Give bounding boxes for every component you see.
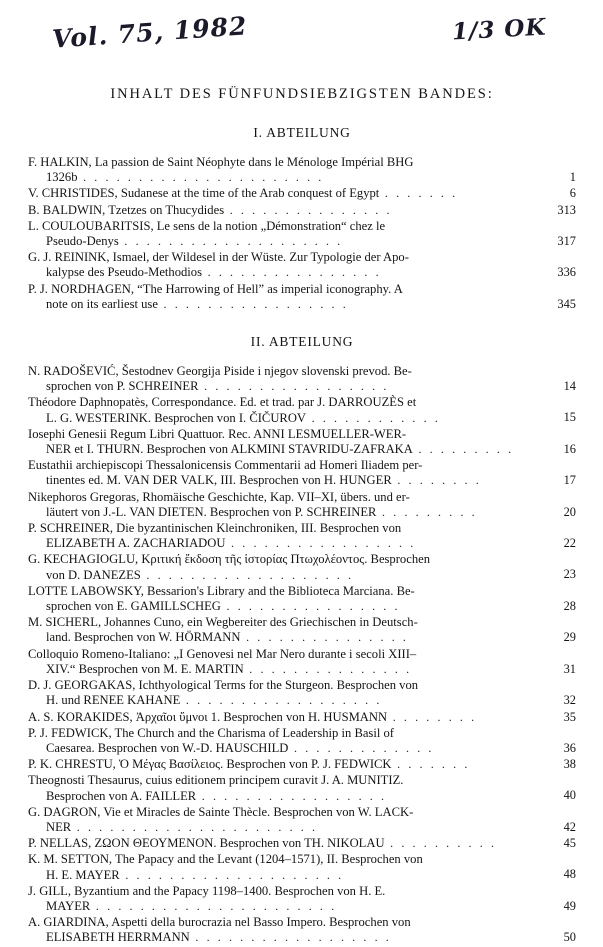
- dot-leader: . . . . . . . .: [387, 709, 477, 724]
- toc-page-number: 15: [563, 410, 576, 425]
- toc-entry-line: F. HALKIN, La passion de Saint Néophyte dans le Ménologe Impérial BHG: [28, 155, 414, 169]
- section-heading: II. ABTEILUNG: [250, 334, 354, 350]
- dot-leader: . . . . . . .: [379, 186, 458, 201]
- dot-leader: . . . . . . . . . . . . . . . . . . . .: [119, 867, 344, 882]
- toc-entry-line: G. KECHAGIOGLU, Κριτική ἔκδοση τῆς ἱστορίας Πτωχολέοντος. Besprochen: [28, 552, 430, 567]
- dot-leader: . . . . . . . . .: [412, 442, 514, 457]
- toc-page-number: 35: [563, 709, 576, 724]
- toc-page-number: 50: [563, 930, 576, 945]
- toc-entry-text: [28, 884, 530, 914]
- dot-leader: . . . . . . . . . . . . . . . . . . . .: [118, 234, 343, 249]
- toc-page-number: 336: [557, 265, 576, 280]
- toc-entry-line: B. BALDWIN, Tzetzes on Thucydides . . . . . . . . . . . . . . .: [28, 202, 393, 217]
- dot-leader: . . . . . . . .: [391, 473, 482, 488]
- toc-entry-text: [28, 186, 530, 201]
- toc-entry-line: 1326b . . . . . . . . . . . . . . . . . . . . . .: [46, 170, 324, 185]
- toc-entry-text: [28, 757, 530, 772]
- toc-entry-line: A. GIARDINA, Aspetti della burocrazia nel Basso Impero. Besprochen von: [28, 915, 411, 930]
- toc-entry-line: LOTTE LABOWSKY, Bessarion's Library and the Biblioteca Marciana. Be-: [28, 583, 415, 598]
- dot-leader: . . . . . . . . . . . . . . .: [240, 630, 409, 645]
- section-heading: I. ABTEILUNG: [253, 125, 351, 140]
- toc-entry-line: V. CHRISTIDES, Sudanese at the time of the Arab conquest of Egypt . . . . . . .: [28, 186, 458, 201]
- toc-page-number: 42: [563, 819, 576, 834]
- toc-entry-line: P. J. FEDWICK, The Church and the Charisma of Leadership in Basil of: [28, 725, 394, 740]
- toc-entry-line: note on its earliest use . . . . . . . . . . . . . . . . .: [46, 296, 349, 311]
- toc-entry-line: Théodore Daphnopatès, Correspondance. Ed. et trad. par J. DARROUZÈS et: [28, 395, 417, 410]
- toc-entry[interactable]: [28, 395, 576, 425]
- toc-page-number: 29: [563, 630, 576, 645]
- toc-entry-line: MAYER . . . . . . . . . . . . . . . . . . . . . .: [46, 898, 337, 913]
- toc-page-number: 48: [563, 867, 576, 882]
- toc-entry[interactable]: [28, 186, 576, 201]
- dot-leader: . . . . . . . . . . . . . . .: [224, 202, 393, 217]
- toc-entry[interactable]: [28, 552, 576, 582]
- toc-entry[interactable]: [28, 250, 576, 280]
- toc-entry-text: [28, 219, 530, 249]
- toc-entry-line: NER et I. THURN. Besprochen von ALKMINI STAVRIDU-ZAFRAKA . . . . . . . . .: [46, 442, 514, 457]
- toc-entry-text: [28, 521, 530, 551]
- toc-entry-text: [28, 203, 530, 218]
- toc-entry[interactable]: [28, 836, 576, 851]
- dot-leader: . . . . . . . . . . . . . . . .: [220, 599, 401, 614]
- dot-leader: . . . . . . . . . . . . . . . . .: [225, 536, 416, 551]
- toc-entry[interactable]: [28, 490, 576, 520]
- dot-leader: . . . . . . . . . . . . . . . .: [202, 265, 382, 280]
- toc-entry[interactable]: [28, 427, 576, 457]
- toc-entry-line: Eustathii archiepiscopi Thessalonicensis Commentarii ad Homeri Iliadem per-: [28, 458, 423, 473]
- toc-entry-line: Theognosti Thesaurus, cuius editionem principem curavit J. A. MUNITIZ.: [28, 773, 404, 788]
- toc-page-number: 345: [557, 296, 576, 311]
- toc-entry[interactable]: [28, 203, 576, 218]
- toc-page-number: 14: [563, 379, 576, 394]
- toc-page-number: 23: [563, 567, 576, 582]
- dot-leader: . . . . . . . . . . . . . . . . . . . . . .: [77, 170, 324, 185]
- dot-leader: . . . . . . . . . . . . . . . . . . . . . .: [90, 898, 337, 913]
- toc-entry[interactable]: [28, 647, 576, 677]
- toc-entry-line: A. S. KORAKIDES, Ἀρχαῖοι ὕμνοι 1. Besprochen von H. HUSMANN . . . . . . . .: [28, 709, 477, 724]
- toc-entry[interactable]: [28, 364, 576, 394]
- toc-page-number: 22: [563, 536, 576, 551]
- toc-entry[interactable]: [28, 584, 576, 614]
- toc-entry-text: [28, 710, 530, 725]
- toc-entry-text: [28, 805, 530, 835]
- toc-entry-line: K. M. SETTON, The Papacy and the Levant (1204–1571), II. Besprochen von: [28, 852, 423, 867]
- toc-entry-line: kalypse des Pseudo-Methodios . . . . . . . . . . . . . . . .: [46, 265, 382, 280]
- toc-page-number: 17: [563, 473, 576, 488]
- toc-entry-line: Iosephi Genesii Regum Libri Quattuor. Rec. ANNI LESMUELLER-WER-: [28, 426, 407, 441]
- toc-entry-text: [28, 282, 530, 312]
- toc-entry-line: ELIZABETH A. ZACHARIADOU . . . . . . . . . . . . . . . . .: [46, 536, 416, 551]
- toc-entry[interactable]: [28, 615, 576, 645]
- toc-entry-line: läutert von J.-L. VAN DIETEN. Besprochen von P. SCHREINER . . . . . . . . .: [46, 504, 478, 519]
- toc-entry[interactable]: [28, 521, 576, 551]
- dot-leader: . . . . . . . . . . . . . . . . . .: [189, 930, 392, 945]
- dot-leader: . . . . . . . . . . . . . . . . . . .: [140, 567, 354, 582]
- toc-entry-text: [28, 915, 530, 945]
- toc-entry-text: [28, 584, 530, 614]
- toc-entry-line: sprochen von P. SCHREINER . . . . . . . . . . . . . . . . .: [46, 379, 389, 394]
- toc-entry-line: M. SICHERL, Johannes Cuno, ein Wegbereiter des Griechischen in Deutsch-: [28, 615, 418, 630]
- toc-entry-line: XIV.“ Besprochen von M. E. MARTIN . . . . . . . . . . . . . . .: [46, 661, 412, 676]
- toc-entry[interactable]: [28, 710, 576, 725]
- sections-container: [28, 125, 576, 946]
- toc-entry[interactable]: [28, 773, 576, 803]
- toc-entry-line: J. GILL, Byzantium and the Papacy 1198–1400. Besprochen von H. E.: [28, 883, 386, 898]
- toc-entry-text: [28, 647, 530, 677]
- dot-leader: . . . . . . . . . . . . .: [288, 740, 434, 755]
- toc-page-number: 31: [563, 661, 576, 676]
- toc-page-number: 49: [563, 898, 576, 913]
- toc-entry-line: P. K. CHRESTU, Ὁ Μέγας Βασίλειος. Besprochen von P. J. FEDWICK . . . . . . .: [28, 757, 470, 772]
- toc-entry-text: [28, 490, 530, 520]
- toc-entry-line: Nikephoros Gregoras, Rhomäische Geschichte, Kap. VII–XI, übers. und er-: [28, 489, 410, 504]
- toc-entry[interactable]: [28, 726, 576, 756]
- dot-leader: . . . . . . . . . . . .: [306, 410, 441, 425]
- toc-entry-text: [28, 458, 530, 488]
- toc-entry[interactable]: [28, 915, 576, 945]
- toc-entry-line: H. E. MAYER . . . . . . . . . . . . . . . . . . . .: [46, 867, 344, 882]
- dot-leader: . . . . . . . . .: [376, 504, 478, 519]
- toc-entry-text: [28, 678, 530, 708]
- toc-entry[interactable]: [28, 219, 576, 249]
- dot-leader: . . . . . . . . . . . . . . . . . . . . . .: [71, 819, 318, 834]
- toc-entry[interactable]: [28, 757, 576, 772]
- toc-entry-text: [28, 552, 530, 582]
- toc-entry-line: G. J. REININK, Ismael, der Wildesel in der Wüste. Zur Typologie der Apo-: [28, 250, 409, 265]
- toc-entry-text: [28, 836, 530, 851]
- toc-entry-line: L. G. WESTERINK. Besprochen von I. ČIČUROV . . . . . . . . . . . .: [46, 410, 441, 425]
- toc-entry-line: P. NELLAS, ZΩΟΝ ΘΕΟΥΜΕΝΟΝ. Besprochen von TH. NIKOLAU . . . . . . . . . .: [28, 836, 497, 851]
- toc-entry-line: sprochen von E. GAMILLSCHEG . . . . . . . . . . . . . . . .: [46, 599, 401, 614]
- toc-entry-text: [28, 773, 530, 803]
- toc-entry-line: Pseudo-Denys . . . . . . . . . . . . . . . . . . . .: [46, 234, 343, 249]
- toc-entry-line: land. Besprochen von W. HÖRMANN . . . . . . . . . . . . . . .: [46, 630, 409, 645]
- toc-page-number: 40: [563, 788, 576, 803]
- toc-entry[interactable]: [28, 282, 576, 312]
- entry-list: [28, 364, 576, 946]
- toc-page-number: 16: [563, 441, 576, 456]
- dot-leader: . . . . . . . . . . . . . . . . . .: [180, 693, 382, 708]
- dot-leader: . . . . . . . . . . . . . . . . .: [196, 788, 387, 803]
- toc-page-number: 1: [569, 170, 576, 184]
- toc-entry-line: P. SCHREINER, Die byzantinischen Kleinchroniken, III. Besprochen von: [28, 521, 402, 536]
- toc-entry-line: N. RADOŠEVIĆ, Šestodnev Georgija Piside i njegov slovenski prevod. Be-: [28, 364, 412, 379]
- table-of-contents: [28, 78, 576, 947]
- toc-entry-line: ELISABETH HERRMANN . . . . . . . . . . . . . . . . . .: [46, 930, 392, 945]
- dot-leader: . . . . . . . . . . . . . . . . .: [157, 296, 349, 311]
- toc-entry-line: Caesarea. Besprochen von W.-D. HAUSCHILD . . . . . . . . . . . . .: [46, 740, 434, 755]
- handwritten-approval-note: 1/3 OK: [451, 13, 548, 46]
- entry-list: [28, 155, 576, 312]
- toc-entry[interactable]: [28, 884, 576, 914]
- toc-entry-line: H. und RENEE KAHANE . . . . . . . . . . . . . . . . . .: [46, 693, 382, 708]
- toc-entry-text: [28, 852, 530, 882]
- toc-entry-line: Colloquio Romeno-Italiano: „I Genovesi nel Mar Nero durante i secoli XIII–: [28, 646, 417, 661]
- toc-page-number: 45: [563, 836, 576, 851]
- toc-entry-line: von D. DANEZES . . . . . . . . . . . . . . . . . . .: [46, 567, 354, 582]
- toc-page-number: 38: [563, 757, 576, 772]
- toc-entry-text: [28, 615, 530, 645]
- toc-entry-text: [28, 427, 530, 457]
- toc-page-number: 20: [563, 504, 576, 519]
- toc-entry[interactable]: [28, 155, 576, 185]
- toc-entry-line: P. J. NORDHAGEN, “The Harrowing of Hell” as imperial iconography. A: [28, 281, 403, 296]
- dot-leader: . . . . . . . . . . . . . . .: [243, 661, 412, 676]
- toc-entry[interactable]: [28, 458, 576, 488]
- toc-entry-line: Besprochen von A. FAILLER . . . . . . . . . . . . . . . . .: [46, 788, 387, 803]
- toc-entry-text: [28, 364, 530, 394]
- toc-page-number: 317: [557, 233, 576, 248]
- dot-leader: . . . . . . .: [391, 757, 470, 772]
- toc-entry-line: NER . . . . . . . . . . . . . . . . . . . . . .: [46, 819, 318, 834]
- handwritten-volume-note: Vol. 75, 1982: [51, 11, 249, 54]
- toc-entry-line: tinentes ed. M. VAN DER VALK, III. Besprochen von H. HUNGER . . . . . . . .: [46, 473, 482, 488]
- toc-page-number: 32: [563, 693, 576, 708]
- toc-entry-line: D. J. GEORGAKAS, Ichthyological Terms for the Sturgeon. Besprochen von: [28, 678, 419, 693]
- toc-entry-text: [28, 155, 530, 185]
- toc-entry[interactable]: [28, 852, 576, 882]
- toc-page-number: 313: [557, 202, 576, 217]
- toc-page-number: 28: [563, 598, 576, 613]
- dot-leader: . . . . . . . . . .: [384, 836, 497, 851]
- dot-leader: . . . . . . . . . . . . . . . . .: [198, 379, 389, 394]
- toc-entry-line: G. DAGRON, Vie et Miracles de Sainte Thècle. Besprochen von W. LACK-: [28, 804, 414, 819]
- toc-entry[interactable]: [28, 678, 576, 708]
- toc-entry-line: L. COULOUBARITSIS, Le sens de la notion „Démonstration“ chez le: [28, 218, 386, 233]
- toc-page-number: 6: [569, 186, 576, 201]
- toc-entry-text: [28, 250, 530, 280]
- toc-entry-text: [28, 726, 530, 756]
- toc-entry[interactable]: [28, 805, 576, 835]
- page-title: INHALT DES FÜNFUNDSIEBZIGSTEN BANDES:: [110, 86, 494, 102]
- toc-entry-text: [28, 395, 530, 425]
- toc-page-number: 36: [563, 740, 576, 755]
